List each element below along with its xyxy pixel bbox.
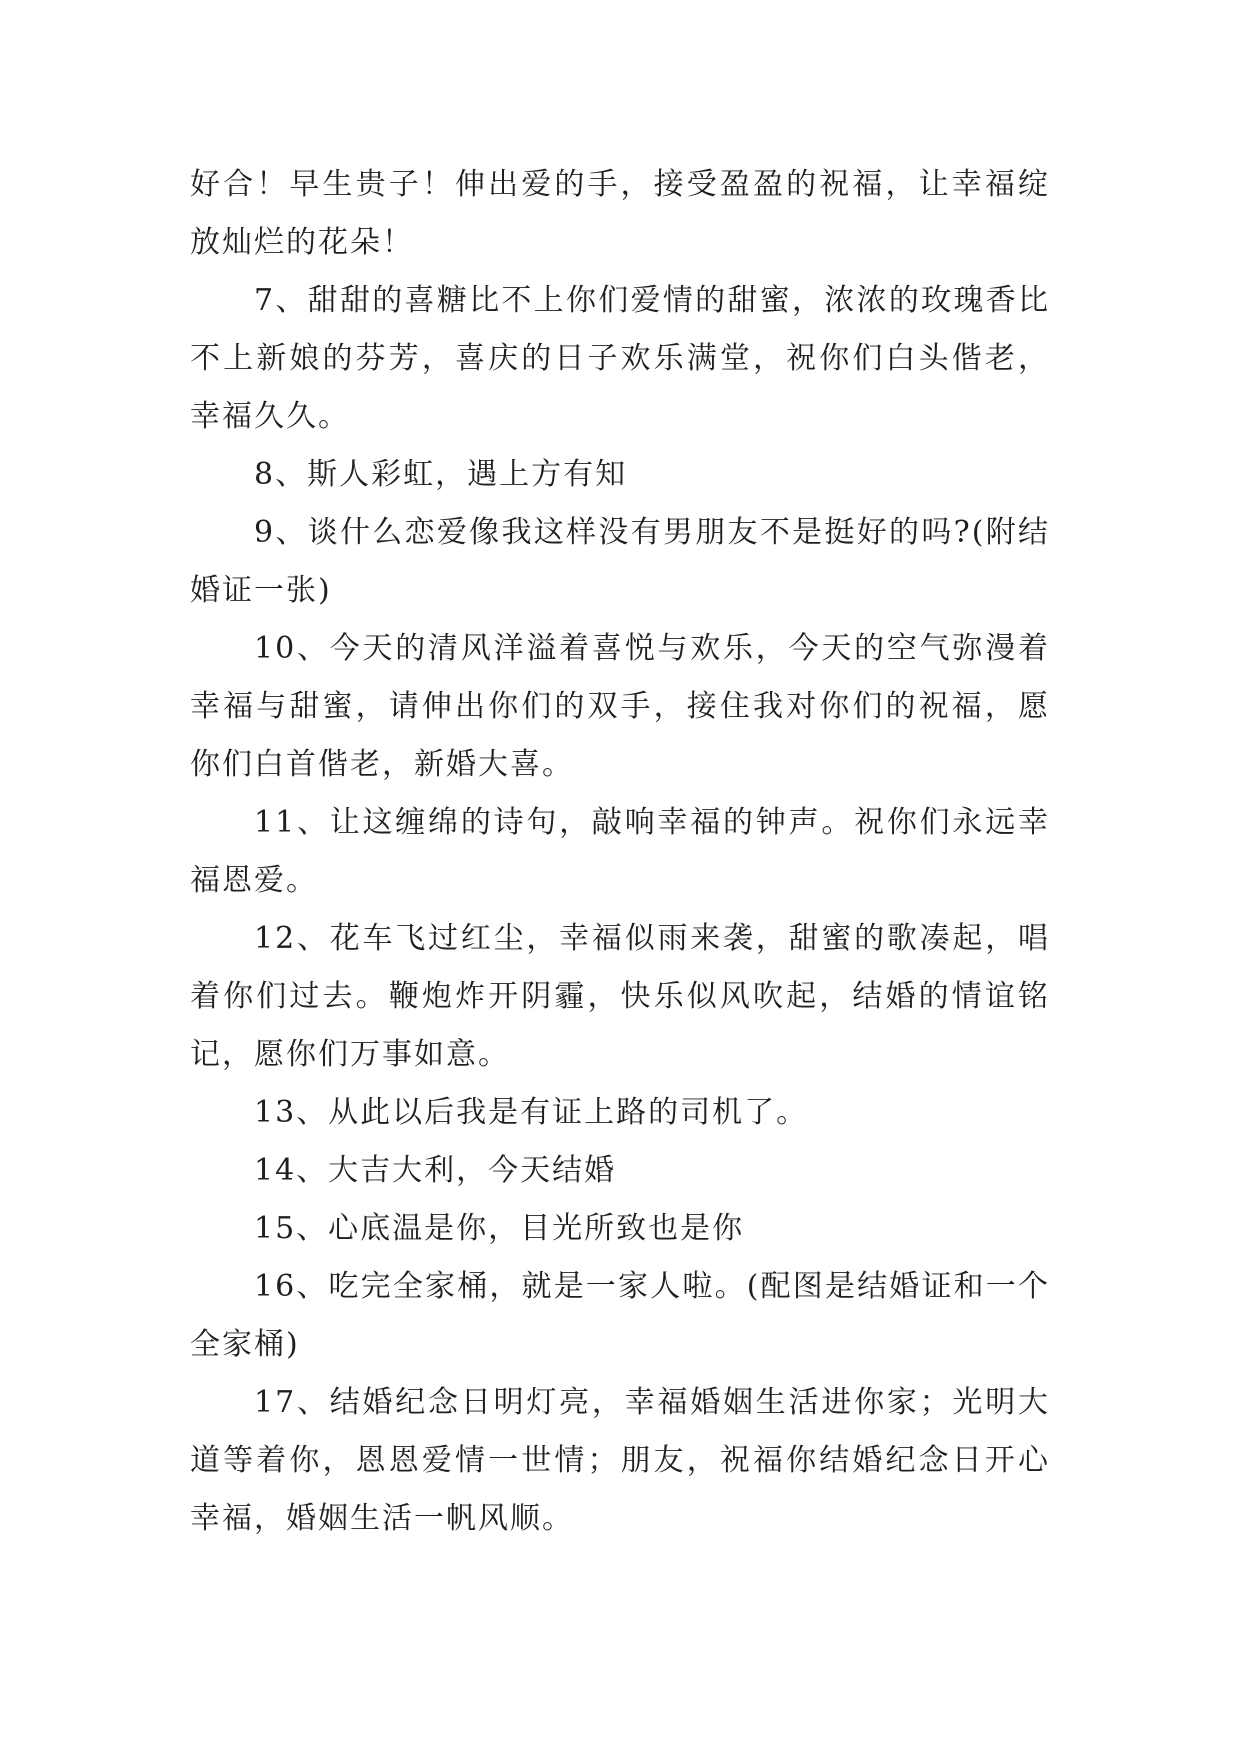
paragraph-item-16: 16、吃完全家桶，就是一家人啦。(配图是结婚证和一个全家桶) <box>190 1269 1050 1362</box>
paragraph-item-9: 9、谈什么恋爱像我这样没有男朋友不是挺好的吗?(附结婚证一张) <box>190 515 1050 608</box>
paragraph-item-15: 15、心底温是你，目光所致也是你 <box>254 1211 745 1246</box>
paragraph-item-8: 8、斯人彩虹，遇上方有知 <box>254 457 628 492</box>
paragraph-item-13: 13、从此以后我是有证上路的司机了。 <box>254 1095 809 1130</box>
document-body <box>190 156 1050 1548</box>
paragraph-item-14: 14、大吉大利，今天结婚 <box>254 1153 617 1188</box>
paragraph-continuation: 好合！早生贵子！伸出爱的手，接受盈盈的祝福，让幸福绽放灿烂的花朵！ <box>190 167 1050 260</box>
paragraph-item-12: 12、花车飞过红尘，幸福似雨来袭，甜蜜的歌凑起，唱着你们过去。鞭炮炸开阴霾，快乐似风吹起，结婚的情谊铭记，愿你们万事如意。 <box>190 921 1050 1072</box>
paragraph-item-7: 7、甜甜的喜糖比不上你们爱情的甜蜜，浓浓的玫瑰香比不上新娘的芬芳，喜庆的日子欢乐满堂，祝你们白头偕老，幸福久久。 <box>190 283 1050 434</box>
paragraph-item-10: 10、今天的清风洋溢着喜悦与欢乐，今天的空气弥漫着幸福与甜蜜，请伸出你们的双手，接住我对你们的祝福，愿你们白首偕老，新婚大喜。 <box>190 631 1050 782</box>
paragraph-item-11: 11、让这缠绵的诗句，敲响幸福的钟声。祝你们永远幸福恩爱。 <box>190 805 1050 898</box>
paragraph-item-17: 17、结婚纪念日明灯亮，幸福婚姻生活进你家；光明大道等着你，恩恩爱情一世情；朋友，祝福你结婚纪念日开心幸福，婚姻生活一帆风顺。 <box>190 1385 1050 1536</box>
